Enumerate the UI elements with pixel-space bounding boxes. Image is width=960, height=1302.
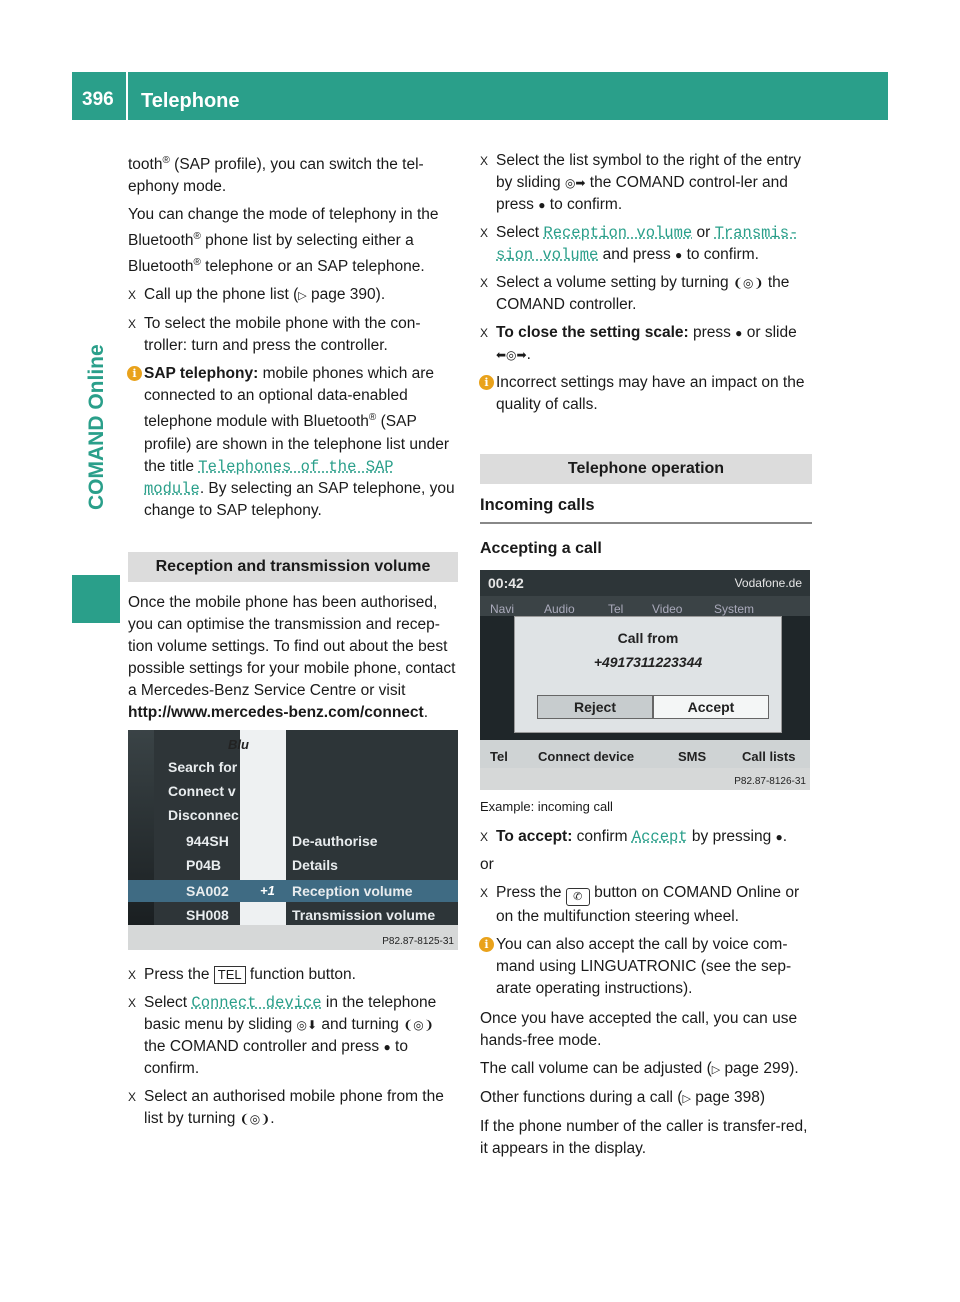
arrow-icon: X [128,995,137,1010]
bottom-tab-connect-device: Connect device [538,749,635,764]
bottom-tab-sms: SMS [678,749,707,764]
press-icon: ● [675,248,683,262]
tab-system: System [714,602,755,616]
paragraph: tooth® (SAP profile), you can switch the tel-ephony mode. [128,155,424,196]
slide-down-icon: ◎⬇ [296,1017,318,1032]
screen-title: Blu [228,736,249,752]
turn-controller-icon: ❨◎❩ [732,276,764,290]
tab-video: Video [652,602,683,616]
instruction: X Select a volume setting by turning ❨◎❩ the COMAND controller. [480,274,790,313]
screenshot-reception-volume [128,730,458,950]
arrow-icon: X [128,967,137,982]
list-item: SA002 [186,882,229,899]
paragraph: Once you have accepted the call, you can use hands-free mode. [480,1010,798,1049]
left-column [128,150,458,1136]
menu-item: Details [292,856,338,873]
bottom-tab-call-lists: Call lists [742,749,796,764]
reject-button: Reject [537,695,653,719]
instruction: X Select an authorised mobile phone from the list by turning ❨◎❩. [128,1087,444,1127]
arrow-icon: X [480,830,489,844]
info-icon: i [479,375,494,390]
info-icon: i [127,366,142,381]
arrow-icon: X [480,226,489,240]
figure-reference: P82.87-8125-31 [382,935,454,947]
arrow-icon: X [128,317,137,332]
subsection-heading: Incoming calls [480,494,812,524]
call-dialog [514,616,782,733]
section-heading: Reception and transmission volume [128,552,458,582]
arrow-icon: X [480,154,489,168]
paragraph: The call volume can be adjusted (▷ page 299). [480,1060,799,1077]
turn-controller-icon: ❨◎❩ [239,1111,271,1126]
arrow-icon: X [480,276,489,290]
turn-controller-icon: ❨◎❩ [403,1017,434,1032]
right-column [480,150,812,1166]
paragraph: or [480,856,494,873]
menu-item: De-authorise [292,832,378,849]
topic-heading: Accepting a call [480,540,602,557]
page-number: 396 [82,89,114,110]
arrow-icon: X [128,1089,137,1104]
instruction: X Call up the phone list (▷ page 390). [128,284,458,307]
clock: 00:42 [488,575,524,591]
menu-item: Transmission volume [292,906,436,923]
page-ref-icon: ▷ [298,290,307,303]
caller-number: +4917311223344 [593,654,703,670]
press-icon: ● [538,198,546,212]
call-from-label: Call from [617,630,679,646]
info-note: i You can also accept the call by voice com-mand using LINGUATRONIC (see the sep-arate operating instructions). [480,934,812,1000]
figure-reference: P82.87-8126-31 [734,776,806,787]
tab-audio: Audio [544,602,575,616]
list-item: Disconnec [168,806,239,823]
screenshot-incoming-call [480,570,810,790]
slide-left-right-icon: ⬅◎➡ [496,348,527,362]
accept-button: Accept [653,695,769,719]
list-item: P04B [186,856,222,873]
list-item: Connect v [168,782,236,799]
menu-item: Reception volume [292,882,413,899]
instruction: X Select Connect device in the telephone basic menu by sliding ◎⬇ and turning ❨◎❩ the COMAND controller and press ● to confirm. [128,993,437,1077]
network-name: Vodafone.de [734,576,802,590]
paragraph: You can change the mode of telephony in the Bluetooth® phone list by selecting either a Bluetooth® telephone or an SAP telephone. [128,206,439,276]
instruction: X Select the list symbol to the right of the entry by sliding ◎➡ the COMAND control-ler and press ● to confirm. [480,152,801,213]
slide-right-icon: ◎➡ [564,176,586,190]
paragraph: Other functions during a call (▷ page 398) [480,1089,766,1106]
instruction: X To close the setting scale: press ● or slide ⬅◎➡. [480,324,797,363]
instruction: X Press the ✆ button on COMAND Online or on the multifunction steering wheel. [480,884,800,925]
info-icon: i [479,937,494,952]
paragraph: Once the mobile phone has been authorised, you can optimise the transmission and recep-tion volume settings. To find out about the best possible settings for your mobile phone, contact a Mercedes-Benz Service Centre or visit http://www.mercedes-benz.com/connect. [128,593,456,721]
instruction: X Select Reception volume or Transmis-sion volume and press ● to confirm. [480,224,799,264]
page-ref-icon: ▷ [682,1093,691,1105]
tel-key-icon: TEL [214,966,246,984]
marker: +1 [260,882,275,898]
bottom-tab-tel: Tel [490,749,508,764]
header-divider [126,72,128,120]
paragraph: If the phone number of the caller is transfer-red, it appears in the display. [480,1118,808,1157]
tab-navi: Navi [490,602,515,616]
press-icon: ● [383,1039,391,1054]
section-heading: Telephone operation [480,454,812,484]
figure-caption: Example: incoming call [480,799,613,814]
list-item: SH008 [186,906,229,923]
phone-button-icon: ✆ [566,888,590,906]
instruction: X To select the mobile phone with the con-troller: turn and press the controller. [128,315,421,355]
side-label: COMAND Online [85,344,108,510]
instruction: X Press the TEL function button. [128,964,458,986]
list-item: Search for [168,758,238,775]
instruction: X To accept: confirm Accept by pressing ●. [480,828,788,846]
page-ref-icon: ▷ [711,1064,721,1076]
info-note: i Incorrect settings may have an impact on the quality of calls. [480,372,812,416]
section-title: Telephone [141,90,240,112]
arrow-icon: X [480,326,489,340]
press-icon: ● [735,326,743,340]
arrow-icon: X [480,886,489,900]
tab-tel: Tel [608,602,624,616]
press-icon: ● [775,830,783,844]
list-item: 944SH [186,832,229,849]
side-tab-marker [72,575,120,623]
info-note: i SAP telephony: mobile phones which are connected to an optional data-enabled telephone module with Bluetooth® (SAP profile) are shown in the telephone list under the title Telephones of the SAP module. By selecting an SAP telephone, you change to SAP telephony. [128,363,458,521]
arrow-icon: X [128,288,137,303]
